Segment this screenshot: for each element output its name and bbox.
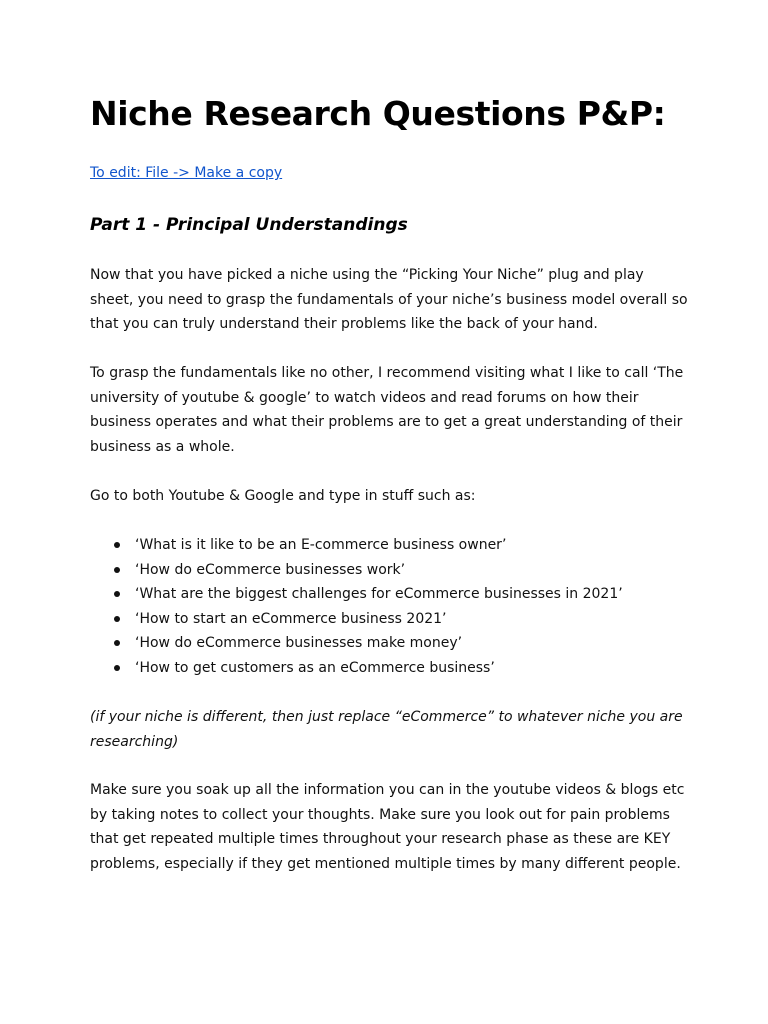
list-item bbox=[90, 631, 623, 656]
list-item bbox=[90, 656, 623, 681]
search-instruction-paragraph: Go to both Youtube & Google and type in stuff such as: bbox=[90, 488, 476, 504]
list-item bbox=[90, 607, 623, 632]
list-item bbox=[90, 533, 623, 558]
list-item-text: ‘What is it like to be an E-commerce business owner’ bbox=[135, 537, 507, 553]
bullet-icon bbox=[114, 542, 120, 548]
bullet-icon bbox=[114, 640, 120, 646]
list-item-text: ‘How to start an eCommerce business 2021’ bbox=[135, 610, 447, 627]
bullet-icon bbox=[114, 591, 120, 597]
intro-paragraph: Now that you have picked a niche using the “Picking Your Niche” plug and play sheet, you need to grasp the fundamentals of your niche’s business model overall so that you can truly understand their problems like the back of your hand. bbox=[90, 267, 688, 333]
list-item bbox=[90, 558, 623, 583]
section-heading: Part 1 - Principal Understandings bbox=[90, 215, 408, 235]
bullet-icon bbox=[114, 616, 120, 622]
closing-paragraph: Make sure you soak up all the information you can in the youtube videos & blogs etc by taking notes to collect your thoughts. Make sure you look out for pain problems that get repeated multiple times throughout your research phase as these are KEY problems, especially if they get mentioned multiple times by many different people. bbox=[90, 782, 685, 872]
niche-note: (if your niche is different, then just replace “eCommerce” to whatever niche you are researching) bbox=[90, 709, 683, 750]
edit-copy-link[interactable]: To edit: File -> Make a copy bbox=[90, 165, 283, 181]
search-query-list bbox=[90, 533, 623, 680]
document-title: Niche Research Questions P&P: bbox=[90, 94, 666, 133]
bullet-icon bbox=[114, 567, 120, 573]
list-item-text: ‘How do eCommerce businesses make money’ bbox=[135, 635, 463, 651]
bullet-icon bbox=[114, 665, 120, 671]
list-item bbox=[90, 582, 623, 607]
list-item-text: ‘How do eCommerce businesses work’ bbox=[135, 561, 406, 578]
list-item-text: ‘What are the biggest challenges for eCommerce businesses in 2021’ bbox=[135, 586, 623, 602]
fundamentals-paragraph: To grasp the fundamentals like no other, I recommend visiting what I like to call ‘The university of youtube & google’ to watch videos and read forums on how their business operates and what their problems are to get a great understanding of their business as a whole. bbox=[90, 365, 684, 455]
list-item-text: ‘How to get customers as an eCommerce business’ bbox=[135, 659, 495, 676]
